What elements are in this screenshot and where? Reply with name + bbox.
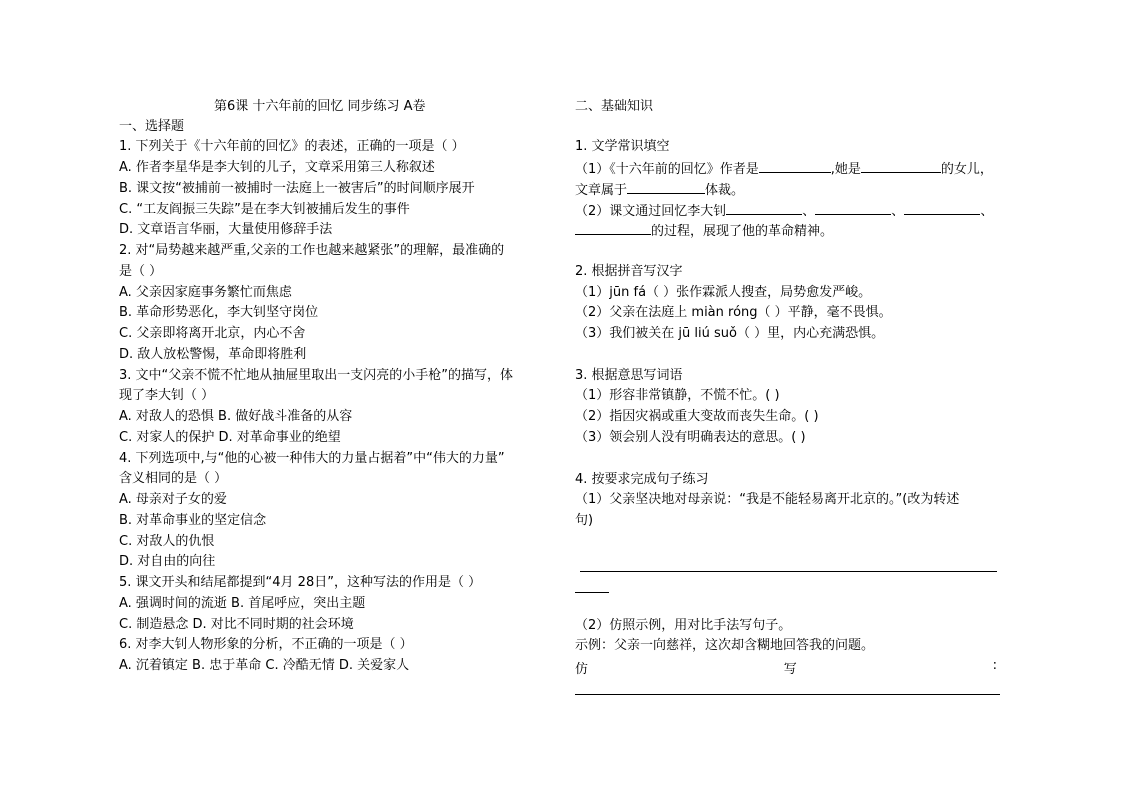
q1-text: 的过程，展现了他的革命精神。 <box>651 224 834 239</box>
question-line: 4. 下列选项中,与“他的心被一种伟大的力量占据着”中“伟大的力量” <box>119 451 505 466</box>
q1-text: （2）课文通过回忆李大钊 <box>575 204 727 219</box>
q2-title: 2. 根据拼音写汉字 <box>575 264 683 279</box>
question-line: 含义相同的是（ ） <box>119 471 228 486</box>
q4-2-word: 仿 <box>575 662 589 677</box>
question-line: 3. 文中“父亲不慌不忙地从抽屉里取出一支闪亮的小手枪”的描写，体 <box>119 368 514 383</box>
question-line: C. 父亲即将离开北京，内心不舍 <box>119 326 306 341</box>
q2-item: （1）jūn fá（ ）张作霖派人搜查，局势愈发严峻。 <box>575 285 872 300</box>
q4-2-word: : <box>992 658 997 673</box>
q1-text: 、 <box>891 204 905 219</box>
question-line: B. 对革命事业的坚定信念 <box>119 513 267 528</box>
q3-title: 3. 根据意思写词语 <box>575 368 683 383</box>
q2-item: （3）我们被关在 jū liú suǒ（ ）里，内心充满恐惧。 <box>575 326 885 341</box>
q1-text: （1）《十六年前的回忆》作者是 <box>575 162 759 177</box>
answer-blank[interactable] <box>627 179 705 194</box>
question-line: A. 强调时间的流逝 B. 首尾呼应，突出主题 <box>119 596 366 611</box>
question-line: D. 敌人放松警惕，革命即将胜利 <box>119 347 307 362</box>
q4-2-line-3 <box>575 658 997 677</box>
q1-text: 的女儿， <box>940 162 993 177</box>
answer-line[interactable] <box>575 694 1000 695</box>
question-line: D. 对自由的向往 <box>119 554 216 569</box>
section-heading-choice: 一、选择题 <box>119 119 185 134</box>
answer-blank[interactable] <box>904 200 980 215</box>
section-heading-basics: 二、基础知识 <box>575 99 654 114</box>
question-line: 1. 下列关于《十六年前的回忆》的表述，正确的一项是（ ） <box>119 139 465 154</box>
q1-line-4 <box>575 220 833 243</box>
q4-2-word: 写 <box>783 662 797 677</box>
answer-blank[interactable] <box>575 220 651 235</box>
q4-title: 4. 按要求完成句子练习 <box>575 472 709 487</box>
answer-blank[interactable] <box>726 200 802 215</box>
q4-2-line-2: 示例：父亲一向慈祥，这次却含糊地回答我的问题。 <box>575 638 875 653</box>
q3-item: （3）领会别人没有明确表达的意思。( ) <box>575 430 806 445</box>
answer-blank[interactable] <box>759 158 831 173</box>
question-line: A. 对敌人的恐惧 B. 做好战斗准备的从容 <box>119 409 353 424</box>
q4-1-line-1: （1）父亲坚决地对母亲说：“我是不能轻易离开北京的。”(改为转述 <box>575 492 960 507</box>
question-line: D. 文章语言华丽，大量使用修辞手法 <box>119 222 333 237</box>
question-line: A. 母亲对子女的爱 <box>119 492 227 507</box>
q4-2-line-1: （2）仿照示例，用对比手法写句子。 <box>575 618 792 633</box>
question-line: 2. 对“局势越来越严重,父亲的工作也越来越紧张”的理解，最准确的 <box>119 243 505 258</box>
q1-text: 、 <box>802 204 816 219</box>
q1-text: 、 <box>980 204 994 219</box>
q1-line-2 <box>575 179 744 202</box>
q1-text: 文章属于 <box>575 183 628 198</box>
question-line: C. 对家人的保护 D. 对革命事业的绝望 <box>119 430 341 445</box>
q3-item: （1）形容非常镇静，不慌不忙。( ) <box>575 388 780 403</box>
answer-line-short[interactable] <box>575 592 609 593</box>
question-line: A. 沉着镇定 B. 忠于革命 C. 冷酷无情 D. 关爱家人 <box>119 658 410 673</box>
question-line: B. 课文按“被捕前一被捕时一法庭上一被害后”的时间顺序展开 <box>119 181 475 196</box>
answer-line[interactable] <box>580 571 997 572</box>
answer-blank[interactable] <box>861 158 941 173</box>
page-title: 第6课 十六年前的回忆 同步练习 A卷 <box>214 99 426 114</box>
question-line: 6. 对李大钊人物形象的分析，不正确的一项是（ ） <box>119 637 413 652</box>
answer-blank[interactable] <box>815 200 891 215</box>
question-line: 现了李大钊（ ） <box>119 388 215 403</box>
q4-1-line-2: 句) <box>575 513 594 528</box>
question-line: C. 制造悬念 D. 对比不同时期的社会环境 <box>119 617 354 632</box>
q1-line-1 <box>575 158 993 181</box>
question-line: 是（ ） <box>119 264 163 279</box>
question-line: B. 革命形势恶化，李大钊坚守岗位 <box>119 305 319 320</box>
question-line: 5. 课文开头和结尾都提到“4月 28日”，这种写法的作用是（ ） <box>119 575 482 590</box>
q3-item: （2）指因灾祸或重大变故而丧失生命。( ) <box>575 409 819 424</box>
question-line: C. 对敌人的仇恨 <box>119 534 215 549</box>
q2-item: （2）父亲在法庭上 miàn róng（ ）平静，毫不畏惧。 <box>575 305 892 320</box>
q1-text: ,她是 <box>830 162 861 177</box>
q1-text: 体裁。 <box>705 183 745 198</box>
question-line: A. 作者李星华是李大钊的儿子，文章采用第三人称叙述 <box>119 160 435 175</box>
q1-title: 1. 文学常识填空 <box>575 139 670 154</box>
question-line: C. “工友阎振三失踪”是在李大钊被捕后发生的事件 <box>119 202 410 217</box>
question-line: A. 父亲因家庭事务繁忙而焦虑 <box>119 285 292 300</box>
